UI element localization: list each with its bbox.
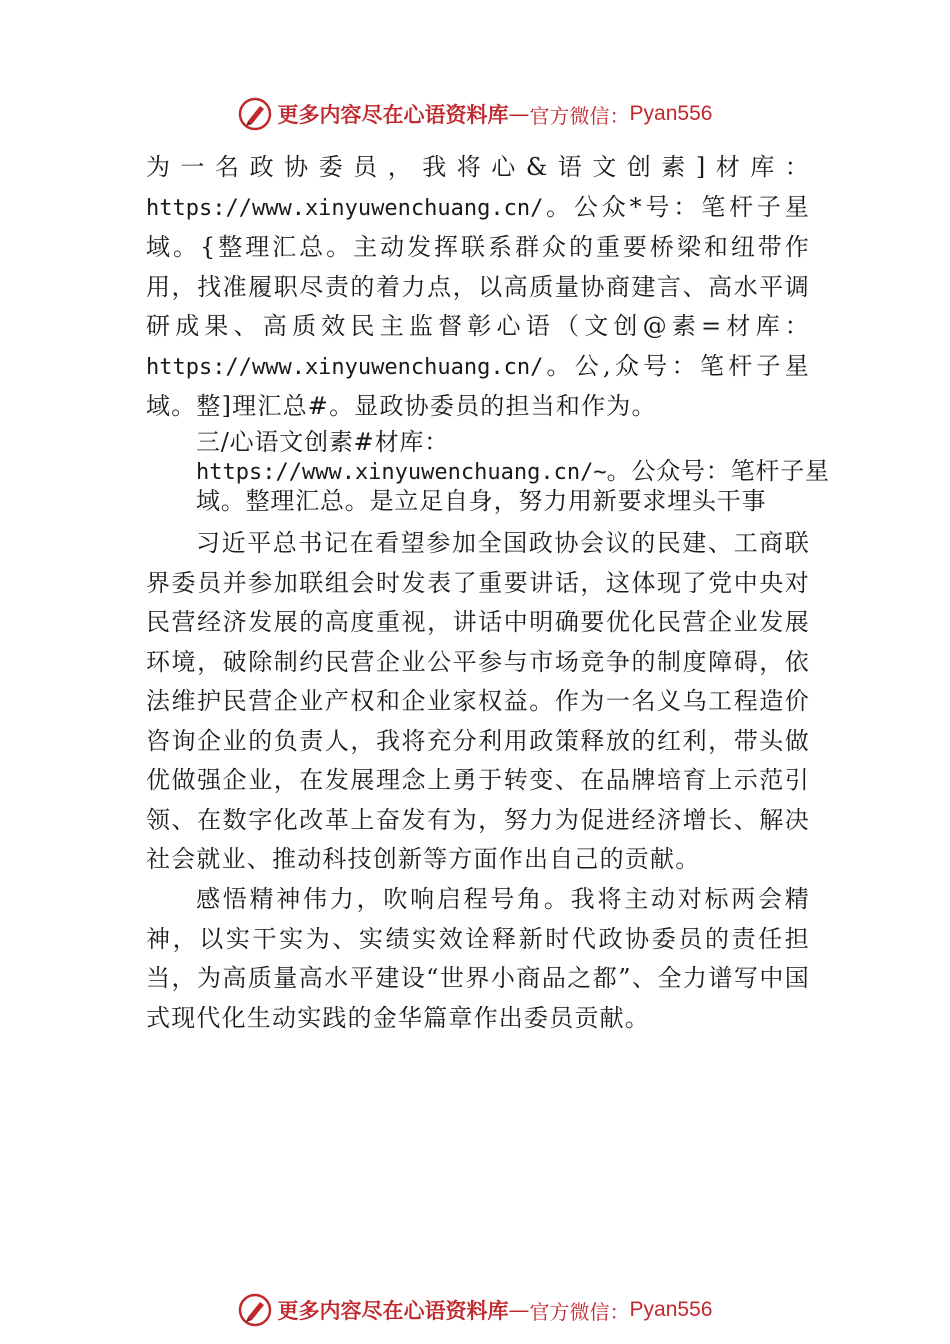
- paragraph-1-text-b: 。公众*号：笔杆子星域。{整理汇总。主动发挥联系群众的重要桥梁和纽带作用，找准履职尽责的着力点，以高质量协商建言、高水平调研成果、高质效民主监督彰心语（文创@素=材库：: [146, 192, 810, 340]
- header-banner: [0, 94, 950, 134]
- footer-banner: [0, 1290, 950, 1330]
- footer-banner-title: 更多内容尽在心语资料库: [277, 1298, 509, 1323]
- section-heading-text-b: 。公众号：笔杆子星域。整理汇总。是立足自身，努力用新要求埋头干事: [196, 457, 830, 515]
- paragraph-1-text-c: 。公,众号：笔杆子星域。整]理汇总#。显政协委员的担当和作为。: [146, 351, 810, 420]
- section-heading: [196, 428, 836, 516]
- footer-banner-wechat-id: Pyan556: [629, 1298, 713, 1321]
- paragraph-1-url-b: https://www.xinyuwenchuang.cn/: [146, 354, 544, 380]
- banner-wechat-label: 官方微信：: [529, 103, 630, 128]
- paragraph-1-url-a: https://www.xinyuwenchuang.cn/: [146, 195, 544, 221]
- paragraph-1: [146, 148, 810, 427]
- pen-nib-logo-icon: [238, 1293, 272, 1327]
- paragraph-1-text-a: 为一名政协委员，我将心&语文创素]材库：: [146, 153, 810, 181]
- banner-dash: —: [508, 102, 530, 126]
- pen-nib-logo-icon: [238, 97, 272, 131]
- banner-wechat-id: Pyan556: [629, 102, 713, 125]
- section-heading-text-a: 三/心语文创素#材库：: [196, 428, 449, 456]
- footer-banner-wechat-label: 官方微信：: [529, 1299, 630, 1324]
- paragraph-3: 感悟精神伟力，吹响启程号角。我将主动对标两会精神，以实干实为、实绩实效诠释新时代政协委员的责任担当，为高质量高水平建设“世界小商品之都”、全力谱写中国式现代化生动实践的金华篇章作出委员贡献。: [146, 885, 810, 1032]
- paragraph-2: 习近平总书记在看望参加全国政协会议的民建、工商联界委员并参加联组会时发表了重要讲话，这体现了党中央对民营经济发展的高度重视，讲话中明确要优化民营企业发展环境，破除制约民营企业公平参与市场竞争的制度障碍，依法维护民营企业产权和企业家权益。作为一名义乌工程造价咨询企业的负责人，我将充分利用政策释放的红利，带头做优做强企业，在发展理念上勇于转变、在品牌培育上示范引领、在数字化改革上奋发有为，努力为促进经济增长、解决社会就业、推动科技创新等方面作出自己的贡献。: [146, 529, 810, 873]
- section-heading-url: https://www.xinyuwenchuang.cn/~: [196, 460, 607, 485]
- footer-banner-dash: —: [508, 1298, 530, 1322]
- banner-title: 更多内容尽在心语资料库: [277, 102, 509, 127]
